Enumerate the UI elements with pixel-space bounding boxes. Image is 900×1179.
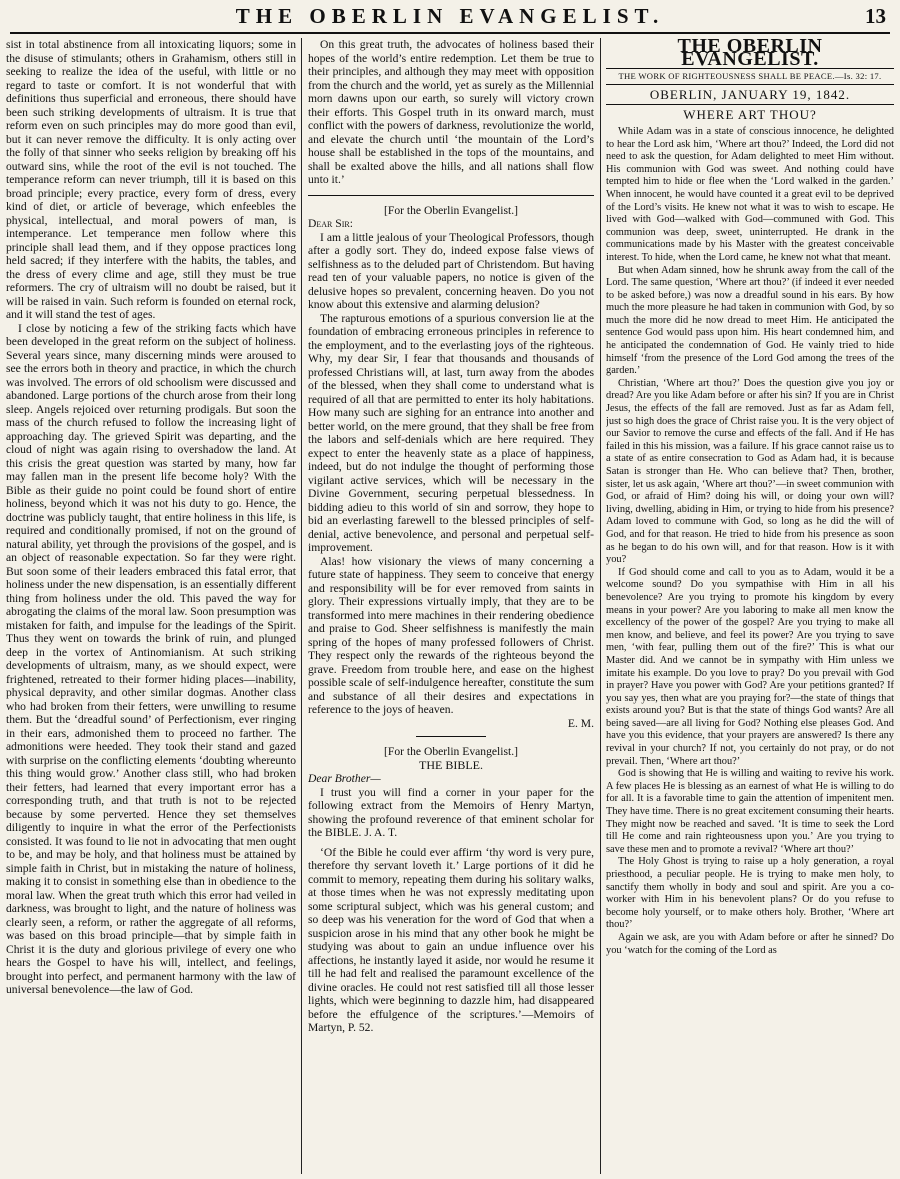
paragraph: Christian, ‘Where art thou?’ Does the question give you joy or dread? Are you like Adam before or after his sin? If you are in Christ Jesus, the effects of the fall are removed. Just as far as Adam fell, just so high does the grace of Christ raise you. It is the very object of our Savior to remove the curse and effects of the fall. And if He has failed in this his mission, was a failure. If his grace cannot raise us to a state of as entire consecration to God as Adam had, it is because Satan is stronger than He. Who can believe that? Then, brother, sister, let us ask again, ‘Where art thou?’—in sweet communion with God, or afraid of Him? doing his will, or doing your own will? living, dwelling, abiding in Him, or trying to hide from his presence? Adam loved to commune with God, so long as he did the will of God, and for that reason. He tried to hide from his presence as soon as he began to do his own will, and for that reason. How is it with you? bbox=[606, 377, 894, 566]
paragraph: On this great truth, the advocates of holiness based their hopes of the world’s entire redemption. Let them be true to their principles, and although they may meet with opposition from the church and the world, yet as surely as the Millennial morn dawns upon our earth, so surely will victory crown their efforts. This Gospel truth in its onward march, must conflict with the powers of darkness, revolutionize the world, and elevate the church until ‘the mountain of the Lord’s house shall be established in the tops of the mountains, and shall be exalted above the hills, and all nations shall flow unto it.’ bbox=[308, 38, 594, 186]
paragraph: I close by noticing a few of the striking facts which have been developed in the great reform on the subject of holiness. Several years since, many discerning minds were aroused to see the errors both in theory and practice, in which the church was involved. The errors of old schoolism were discussed and abandoned. Large portions of the church arose from their long sleep. Angels rejoiced over returning prodigals. But soon the mass of the church refused to follow the increasing light of approaching day. The grieved Spirit was departing, and the cloud of night was again rising to overshadow the land. At this crisis the great question was started by many, how far may fallen man in the present life become holy? With the Bible as their guide no point could be found short of entire holiness, beyond which it was not his duty to go. Hence, the doctrine was publicly taught, that entire holiness in this life, is required and conditionally promised, if not on the ground of natural ability, yet through the provisions of the gospel, and is an object of reasonable expectation. So far they were right. But soon some of their leaders embraced this fatal error, that holiness under the new dispensation, is an essentially different thing from holiness under the old. This paved the way for abrogating the claims of the moral law. Soon presumption was mistaken for faith, and impulse for the leadings of the Spirit. Thus they went on towards the brink of ruin, and plunged deep in the vortex of Antinomianism. At such striking developments of ultraism, many, as we should expect, were frightened, retreated to their former hiding places—inability, physical depravity, and other similar dogmas. Another class who had broken from their fetters, were unwilling to resume them. But the ‘dreadful sound’ of Perfectionism, ever ringing in their ears, admonished them to proceed no farther. The admonitions were heeded. They took their stand and gazed with surprise on the conflicting elements ‘doubting whereunto this thing would grow.’ Another class still, who had broken their fetters, had learned that every important error has a corresponding truth, and that truth is not to be rejected because by some perverted. Hence they set themselves diligently to inquire in what the error of the Perfectionists consisted. It was found to lie not in advocating that men ought to be, and may be holy, and that holiness must be attained by simple faith in Christ, but in mistaking the nature of holiness, making it to consist in something else than in obedience to the moral law. When the great truth which this error had veiled in darkness, was brought to light, and the nature of holiness was clearly seen, a reform, or rather the aggregate of all reforms, was based on this broad principle—that by simple faith in Christ it is the duty and glorious privilege of every one who hears the Gospel to have his will, intellect, and feelings, brought into perfect, and permanent harmony with the law of universal benevolence—the law of God. bbox=[6, 321, 296, 996]
paragraph: Again we ask, are you with Adam before or after he sinned? Do you ‘watch for the coming of the Lord as bbox=[606, 931, 894, 956]
paragraph: I am a little jealous of your Theological Professors, though after a godly sort. They do, indeed expose false views of selfishness as to the deluded part of Christendom. But having read ten of your valuable papers, no notice is given of the delusive hopes so prevalent, concerning heaven. Do you not know about this extensive and alarming delusion? bbox=[308, 230, 594, 311]
paragraph: God is showing that He is willing and waiting to revive his work. A few places He is blessing as an earnest of what He is willing to do for all. It is a favorable time to gain the attention of impenitent men. They have time. There is no great excitement consuming their hearts. They might now be reached and saved. ‘It is time to seek the Lord till He come and rain righteousness upon you.’ Are you trying to save these men and to promote a revival? ‘Where art thou?’ bbox=[606, 768, 894, 855]
paragraph: The Holy Ghost is trying to raise up a holy generation, a royal priesthood, a peculiar people. He is trying to make men holy, to sanctify them wholly in body and soul and spirit. Are you a co-worker with Him in his benevolent plans? Or do you refuse to become holy yourself, or to make others holy. Brother, ‘Where art thou?’ bbox=[606, 856, 894, 931]
article-title: WHERE ART THOU? bbox=[683, 107, 817, 123]
column-rule bbox=[301, 38, 302, 1174]
masthead-motto: THE WORK OF RIGHTEOUSNESS SHALL BE PEACE.—Is. 32: 17. bbox=[606, 68, 894, 85]
letter-source-line: [For the Oberlin Evangelist.] bbox=[384, 745, 518, 758]
masthead: THE OBERLIN EVANGELIST. bbox=[677, 38, 823, 70]
column-left bbox=[6, 38, 296, 1174]
column-middle bbox=[308, 38, 594, 1174]
dateline: OBERLIN, JANUARY 19, 1842. bbox=[606, 89, 894, 106]
paragraph: sist in total abstinence from all intoxicating liquors; some in the disuse of stimulants; others in Grahamism, others still in seeking to realize the idea of the useful, with little or no regard to taste or comfort. It is not wonderful that with definitions thus superficial and erroneous, there should have been such striking developments of ultraism. It is true that reform even on such principles may do more good than evil, but it can never remove the difficulty. It is only acting over the folly of that sinner who seeks religion by breaking off his outward sins, while the root of the evil is not touched. The temperance reform can never triumph, till it is based on this broad principle; every practice, every form of dress, every kind of diet, or article of beverage, which enfeebles the physical, intellectual, and moral powers of man, is intemperance. Let temperance men follow where this principle shall lead them, and if they oppose practices long held sacred; if they interfere with the habits, the tables, and the dress of every clime and age, still they must be true reformers. The cry of ultraism will no doubt be raised, but it will be raised in vain. Such reform is founded on eternal rock, and it will stand the test of ages. bbox=[6, 38, 296, 321]
section-divider bbox=[308, 195, 594, 196]
paragraph: The rapturous emotions of a spurious conversion lie at the foundation of embracing erroneous principles in reference to the employment, and to the everlasting joys of the righteous. Why, my dear Sir, I fear that thousands and thousands of professed Christians will, at last, turn away from the abodes of the blessed, when they shall come to understand what is required of all that are permitted to enter its holy habitations. How many such are sighing for an entrance into another and better world, on the mere ground, that they shall be free from the labors and self-denials which are here required. They expect to enter the heavenly state as a place of happiness, indeed, but do not indulge the thought of performing those vigilant active services, which will be necessary in the Divine Government, securing perpetual blessedness. In bidding adieu to this world of sin and sorrow, they hope to bid an everlasting farewell to the blessed principles of self-denial, active benevolence, and personal and perpetual self-improvement. bbox=[308, 311, 594, 554]
running-title: THE OBERLIN EVANGELIST. bbox=[235, 4, 665, 28]
page-number: 13 bbox=[865, 4, 886, 28]
paragraph: ‘Of the Bible he could ever affirm ‘thy word is very pure, therefore thy servant loveth it.’ Large portions of it did he commit to memory, repeating them during his solitary walks, at those times when he was not expressly meditating upon some scriptural subject, which was his general custom; and so deep was his veneration for the word of God that when a suspicion arose in his mind that any other book he might be studying was about to gain an undue influence over his affections, he instantly layed it aside, nor would he resume it till he had felt and realised the paramount excellence of the divine oracles. He could not rest satisfied till all those lesser lights, which were beginning to dazzle him, had disappeared before the effulgence of the scriptures.’—Memoirs of Martyn, P. 52. bbox=[308, 845, 594, 1034]
letter-signature: E. M. bbox=[567, 716, 594, 730]
running-header bbox=[10, 2, 890, 34]
letter-salutation: Dear Brother— bbox=[308, 772, 381, 785]
paragraph: But when Adam sinned, how he shrunk away from the call of the Lord. The same question, ‘Where art thou?’ (if indeed it ever needed to be asked before,) was now a dreadful sound in his ears. By how much the more pleasure he had taken in communion with God, by so much the more did he now dread to meet Him. He anticipated the sentence God would pass upon him. His heart condemned him, and he anticipated the condemnation of God. He vainly tried to hide himself ‘from the presence of the Lord God among the trees of the garden.’ bbox=[606, 264, 894, 377]
paragraph: Alas! how visionary the views of many concerning a future state of happiness. They seem to conceive that energy and responsibility will be for ever removed from saints in glory. Their expressions virtually imply, that they are to be transformed into mere machines in their rendering obedience and praise to God. Sheer selfishness is manifestly the main spring of the hopes of many professed followers of Christ. They respect only the rewards of the righteous beyond the grave. Freedom from trouble here, and ease on the highest possible scale of self-indulgence hereafter, constitute the sum and substance of all their desires and expectations in reference to the joys of heaven. bbox=[308, 554, 594, 716]
paragraph: I trust you will find a corner in your paper for the following extract from the Memoirs of Henry Martyn, showing the profound reverence of that eminent scholar for the BIBLE. J. A. T. bbox=[308, 785, 594, 839]
column-right bbox=[606, 38, 894, 1174]
letter-source-line: [For the Oberlin Evangelist.] bbox=[384, 203, 518, 217]
column-rule bbox=[600, 38, 601, 1174]
paragraph: If God should come and call to you as to Adam, would it be a welcome sound? Do you sympathise with Him in all his benevolence? Are you trying to promote his kingdom by every means in your power? Are you laboring to make all men know the excellency of the power of the gospel? Are you trying to make all men know, and believe, and feel its power? Are you trying to save men, ‘with fear, pulling them out of the fire?’ This is what our Master did. And we cannot be in sympathy with Him unless we imitate his example. Do you love to pray? Do you prevail with God in prayer? Have you power with God? Are your petitions granted? If you say yes, then what are you praying for?—the state of things that exists around you? But is that the state of things God wants? Are all being saved—are all living for God? Nothing else pleases God. And have you this evidence, that your prayers are answered? Is there any revival in your church? If not, you certainly do not pray, or do not prevail. Then, ‘Where art thou?’ bbox=[606, 566, 894, 767]
article-title: THE BIBLE. bbox=[419, 757, 483, 772]
paragraph: While Adam was in a state of conscious innocence, he delighted to hear the Lord ask him, ‘Where art thou?’ Indeed, the Lord did not need to ask the question, for Adam delighted to meet Him without. His communion with God was sweet. And nothing could have tempted him to hide or flee when the ‘Lord walked in the garden.’ When innocent, he would have counted it a great evil to be deprived of the Lord’s visits. He knew not what it was to wish to escape. He lived with God—walked with God—communed with God. This communion was deep, sweet, uninterrupted. He drank in the communications made by his Master with the greatest conceivable interest. To hide, when the Lord came, he knew not what that meant. bbox=[606, 125, 894, 263]
letter-salutation: Dear Sir: bbox=[308, 217, 353, 230]
section-divider bbox=[416, 736, 486, 737]
